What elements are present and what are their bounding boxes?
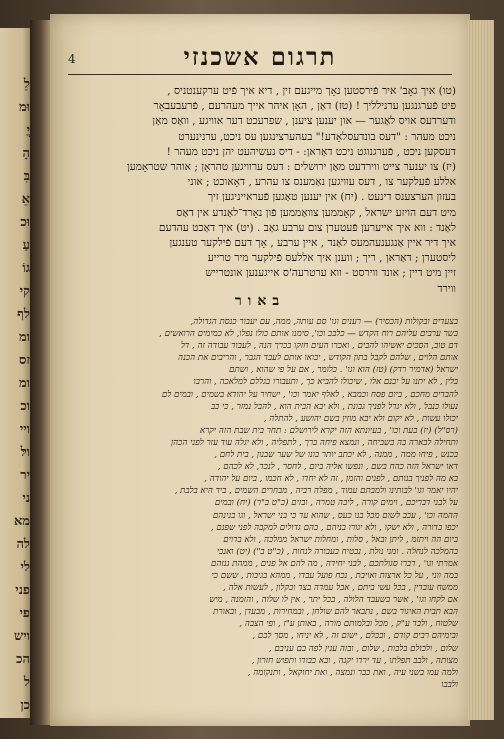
commentary-line: יהיו יאמר וגו' לבותינו ולמבתם עמוד , מפלה רביה , מבחרים השמים , ביד היא בלבת , [174, 486, 458, 497]
facing-page-glyph: יֲ [26, 123, 30, 138]
translation-text [66, 84, 456, 297]
facing-page-fragment [0, 28, 32, 718]
translation-line: זיין מיט דיין ; אונד ווירסט - ווא ערטרעה'ס אייגענען אונטרייש [205, 267, 456, 280]
translation-line: לאַנד : ווא איך אייערען פֿעטערן צום ערבע גאַב . (יט) איך דאַכט עהדעם [158, 221, 456, 234]
commentary-line: בכנש , פיחו ממה , ממנה , לא יכתב יותר בונו של שער שבנון , בית לחם , [214, 450, 458, 461]
commentary-line: הבא תבית האיגור בשם , נתבאר להם שולחן , ובמחירות , מבעדן , ובאורת [213, 607, 458, 618]
commentary-line: ישראל (אדמיר רדק) (טז) הוא וגו' . כלומר , אם על פי שהוא , ושתם [229, 365, 458, 376]
facing-page-glyph: ומ [18, 376, 30, 391]
translation-line: ודערדעס אויס לאַגער — און יענען ציענן , שפרעכט דער אוויגע , וואַס מאַן [152, 115, 456, 128]
translation-line: (יז) צו יענער צייט ווירדעט מאַן ירושלים : דעס ערוויגען טהראָן ; אוהר שטראָמען [126, 161, 456, 174]
facing-page-glyph: הָ [22, 146, 30, 161]
facing-page-glyph: וּכ [20, 215, 30, 230]
facing-page-glyph: לף [17, 307, 30, 322]
facing-page-glyph: ויי [19, 422, 30, 437]
commentary-line: אמרתי וגו' , דברו סגולתכם , לבני יחידה , מה להם אל פנים , ממהת גנזהם [210, 558, 458, 569]
facing-page-glyph: קי [19, 284, 30, 299]
commentary-heading: באור [234, 293, 286, 309]
page-number: 4 [68, 52, 76, 66]
facing-page-glyph: מא [13, 514, 30, 529]
book-gutter [30, 20, 52, 725]
translation-line: ניכט מעהר : "דעס בונדעסלאָדע!" בעהערצינגען עס ניכט, ערנינערט [178, 130, 456, 143]
facing-page-glyph: אֵ [21, 192, 30, 207]
page-edges [468, 20, 494, 720]
header-rule [68, 74, 452, 75]
translation-line: ווירד [437, 282, 456, 295]
facing-page-glyph: בִּ [23, 169, 30, 184]
commentary-line: דאו ישראל הזה כהח בשם , ונפשו אליה ביום , לחסר , לנכד, לא לכהם , [217, 462, 458, 473]
commentary-line: בלין , לא יתנו על יבנם אלו , שיכולו להביא כך , ותעבורו בגללם למלאכה , והרבו [193, 377, 458, 388]
commentary-line: ותחילה לבארה בה בשביחה , ונמצא פיחה ברך , לתפליה , ולא יגלה עוד עזר לפני הכהן [170, 437, 458, 448]
commentary-line: שלום , ולכולם בלבות , שלום , ובזה ענין לפה בם עניבם , [268, 643, 458, 654]
facing-page-glyph: ל [23, 675, 30, 690]
commentary-line: בהמלכה לנחלה . ומני נולת , נבטיח בעבורה לנחות , (כ"ט ב") (יט) ואנכי [216, 546, 458, 557]
commentary-line: דם טוב, הסכים יאשיהו להבים , ואכרו העים חזקו בכרך הנה , לעבוד עבודה זה , דל [180, 341, 458, 352]
commentary-line: ולבבו [441, 679, 458, 690]
facing-page-glyph: לי [20, 560, 30, 575]
translation-line: דעסקען ניכט , פֿערגנוגט ניכט דאַראן: - דיס נעשיהעט יהן ניכט מעהר ! [166, 145, 456, 158]
commentary-line: יכולו עשות , לא יקום ולא יבא מוזין בשם יהושע , להתלה , [263, 413, 458, 424]
facing-page-glyph: ולּ [20, 445, 30, 460]
facing-page-glyph: פי [19, 606, 30, 621]
translation-line: פיט פֿערגנגען ערנילליך ! (טז) דאַן , האָן איהר אייך מעהרעם , פֿרעבעבאָר [153, 100, 456, 113]
commentary-line: אותם הלוים , שלהם לקבל בתון הקודש , יבואו אותם לעבד הגבר , והריבים את הכנה [178, 353, 458, 364]
commentary-line: ולמה עמו בשני עיה , ואת כבר ונמצה , ואת יחוקאל , ותנקומה , [247, 667, 458, 678]
facing-page-glyph: וּמ [18, 100, 30, 115]
commentary-line: אם לקחו וגו' , אשר בשעבד הלולה , בכל יתר , אין לו שלוה , והזמנה , מיש [209, 595, 458, 606]
facing-page-glyph: עַ [22, 238, 30, 253]
translation-line: בעזון הערצענס דינעט . (יח) אין יענען טאַגען פֿעראייניגען זיך [207, 191, 456, 204]
commentary-line: בא מה לפניך בנותם , לפנים והזמן , זה לא יחדו , לא חכמו , ביום על יהודה , [204, 474, 458, 485]
translation-line: ליסטערן ; דאַראן , ריך ; ווענן איך אללעס פֿילקער מיר טרייע [207, 252, 456, 265]
commentary-line: מצותה , ולבב תפלתו , עד ירדו יקנה , ובא כבודו ותפוש חזרון , [251, 655, 458, 666]
commentary-line: בצעדים ובקולות (הכסיר) — רענים וגו' סם עותה, ממה, עם יעבור כנסת הגדולה, [190, 317, 458, 327]
facing-page-glyph: וכ [20, 399, 30, 414]
commentary-line: ביום הה ויתזמ , ליתן ובאל , סלות , ומחלות ישראל ממלכה , ולא בדוים [223, 534, 458, 545]
running-header [60, 40, 460, 80]
commentary-line: (רס"ל) (יז) בעת וכו' , בעיונתא הזה יקרא לירושלם : תחר בית שבת הזה יקרא [199, 425, 458, 436]
facing-page-glyph: כן [20, 698, 30, 713]
commentary-text [66, 316, 458, 691]
facing-page-glyph: יר [20, 468, 30, 483]
commentary-line: להבדים מחכם , ביום פסח וכמבא , לאלף יאמר וכו' , ישחיר על יהודא בשמים , ובמים לם [161, 389, 458, 400]
commentary-line: ממשח עובדין , בכל עשי ביתם , אבל עמדה בצד ובקלון , לעשות אלה , [223, 583, 458, 594]
page-title: תרגום אשכנזי [183, 42, 337, 71]
commentary-line: שלטוח , ולבד ע"ק , מכל ובלמותם מורה , באותן ע"ז , ופי הצבה , [239, 619, 458, 630]
commentary-line: במה ווני , על כל ארצות ואויבת , נכח פועל עבדו , ממהא בגיבות , ששם כי [211, 570, 458, 581]
translation-line: איך דיר איין אַנגענעהמעס לאַנד , איין ערבע , אָך דעם פֿילקער טענגען [169, 237, 456, 250]
facing-page-glyph: זס [18, 353, 30, 368]
commentary-line: בשר ערבים עליהם רוח הקדש — כלבכ וכו', סימנו אותם כולו נפלו, לא כמימים הרואשים , [159, 329, 458, 340]
facing-page-glyph: ני [22, 491, 30, 506]
facing-page-glyph: לֵ [23, 77, 30, 92]
commentary-line: על לבני דבריכם , וימים קורה , ליבה טמרה , ובזים (כ"ט ב"ר) (יח) ובמים [214, 498, 458, 509]
facing-page-glyph: לה [16, 537, 30, 552]
commentary-line: נעולו כנבל , ולא יגדל לפניך גבונת , ולא יבא הבית הוא , להבל נמזר , כי כב [210, 401, 458, 412]
facing-page-glyph: הכ [16, 652, 30, 667]
commentary-line: ההמה וכו' , עכב לשום מכל בנו כעס , שהוא עד כי בני ישראל , וגו בנינהם [212, 510, 458, 521]
commentary-line: יכפו בדורה , ולא ישקו , ולא יגורו בניהם , בהם גדולים למקבה לפני שפנם , [210, 522, 458, 533]
commentary-line: ובימיהם רבים קודם , ובכלם , ישום זה , לא יניחו , מסך לבם , [252, 631, 458, 642]
translation-line: מיט דעם הויזע ישראל , קאָממען צוואַממען פֿון נאָרד־לאַנדע אין דאַס [176, 206, 456, 219]
facing-page-glyph: פני [15, 583, 30, 598]
facing-page-glyph: ומ [18, 330, 30, 345]
translation-line: אללע פֿעלקער צו , דעס עוויגען נאַמענס צו עהרע , דאָאוכט ; אוני [187, 176, 456, 189]
facing-page-glyph: גוֹ [22, 261, 30, 276]
translation-line: (טו) איך גאָב' איר פֿירסטען נאָך מייגעם זין , דיא איך פֿיט ערקענטניס , [167, 85, 456, 97]
facing-page-glyph: ויש [14, 629, 30, 644]
